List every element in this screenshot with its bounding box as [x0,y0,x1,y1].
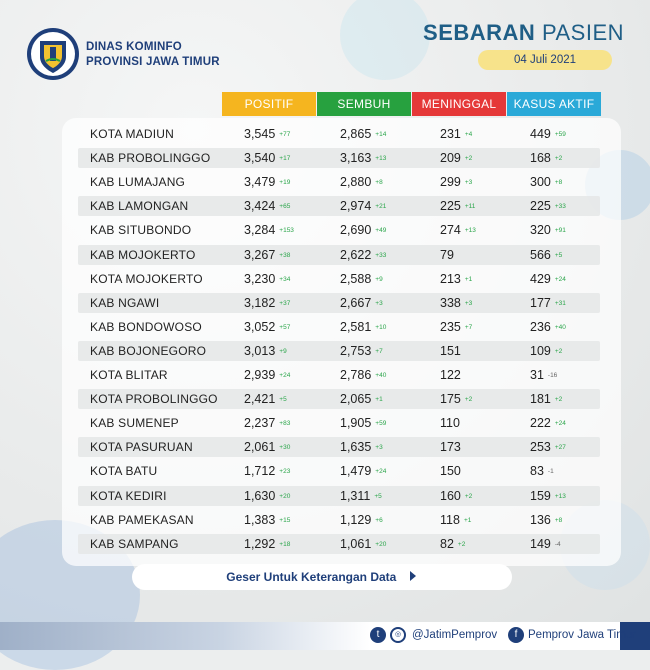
sembuh-cell [340,437,383,457]
table-row [78,172,600,192]
aktif-change: +13 [554,492,566,500]
region-name: KAB SITUBONDO [90,223,192,238]
sembuh-cell [340,413,386,433]
positif-cell [244,389,287,409]
aktif-change: +59 [554,131,566,138]
aktif-change: +2 [554,347,563,355]
meninggal-value: 118 [440,512,460,527]
table-row [78,124,600,144]
meninggal-value: 213 [440,271,461,286]
org-line-2: PROVINSI JAWA TIMUR [86,56,220,68]
meninggal-value: 235 [440,319,461,334]
meninggal-change: +3 [464,179,473,187]
sembuh-change: +7 [375,347,383,355]
table-row [78,389,600,409]
swipe-hint-text: Geser Untuk Keterangan Data [226,570,397,584]
sembuh-change: +5 [374,492,382,500]
positif-change: +30 [279,444,291,452]
sembuh-change: +20 [375,540,387,548]
aktif-cell [530,220,566,240]
meninggal-cell [440,172,472,192]
table-row [78,365,600,385]
aktif-value: 136 [530,512,551,527]
sembuh-value: 2,865 [340,127,372,141]
positif-cell [244,317,290,337]
sembuh-value: 3,163 [340,151,372,166]
chevron-right-icon [408,570,418,582]
meninggal-cell [440,220,476,240]
positif-value: 1,383 [244,512,276,527]
table-row [78,437,600,457]
region-name: KOTA PROBOLINGGO [90,392,218,407]
sembuh-cell [340,389,383,409]
column-header-positif: POSITIF [222,92,316,116]
positif-cell [244,365,290,385]
sembuh-value: 1,129 [340,512,372,527]
region-name: KOTA PASURUAN [90,440,193,455]
positif-cell [244,486,290,506]
positif-cell [244,220,294,240]
meninggal-change: +2 [464,492,473,500]
meninggal-cell [440,437,461,457]
aktif-cell [530,341,562,361]
sembuh-cell [340,365,386,385]
meninggal-value: 225 [440,199,461,214]
positif-change: +77 [279,131,291,138]
sembuh-change: +10 [375,323,387,331]
meninggal-value: 122 [440,368,461,382]
twitter-icon[interactable]: t [370,627,386,643]
meninggal-value: 150 [440,464,461,479]
meninggal-value: 82 [440,536,454,551]
table-row [78,293,600,313]
sembuh-value: 2,786 [340,368,372,382]
meninggal-change: +11 [464,203,476,211]
meninggal-cell [440,486,472,506]
sembuh-value: 2,622 [340,247,372,262]
meninggal-cell [440,341,461,361]
aktif-cell [530,148,562,168]
positif-cell [244,245,290,265]
positif-cell [244,293,290,313]
sembuh-change: +1 [375,396,383,404]
region-name: KAB NGAWI [90,295,160,310]
positif-value: 2,939 [244,368,276,382]
aktif-change: +8 [554,516,563,524]
aktif-cell [530,124,566,144]
meninggal-cell [440,196,475,216]
aktif-value: 168 [530,151,551,166]
page-title [423,20,624,46]
aktif-cell [530,196,566,216]
aktif-change: -16 [547,372,558,379]
region-name: KAB PROBOLINGGO [90,151,211,166]
positif-change: +18 [279,540,291,548]
positif-cell [244,437,290,457]
meninggal-cell [440,317,472,337]
aktif-value: 320 [530,223,551,238]
region-name: KAB LAMONGAN [90,199,189,214]
sembuh-value: 1,061 [340,536,372,551]
meninggal-change: +2 [457,540,466,548]
positif-value: 3,284 [244,223,276,238]
aktif-cell [530,437,566,457]
sembuh-cell [340,486,382,506]
sembuh-value: 2,065 [340,392,372,407]
region-name: KOTA BLITAR [90,368,168,382]
aktif-cell [530,172,562,192]
aktif-change: +27 [554,444,566,452]
aktif-change: +2 [554,155,563,163]
meninggal-value: 209 [440,151,461,166]
sembuh-cell [340,317,386,337]
aktif-value: 177 [530,295,551,310]
aktif-change: +40 [554,323,566,331]
meninggal-change: +13 [464,227,476,235]
positif-change: +19 [279,179,291,187]
meninggal-value: 160 [440,488,461,503]
aktif-cell [530,510,562,530]
positif-change: +57 [279,323,291,331]
positif-cell [244,269,290,289]
sembuh-cell [340,172,383,192]
sembuh-cell [340,534,386,554]
aktif-cell [530,534,561,554]
table-row [78,196,600,216]
meninggal-change: +1 [464,275,473,283]
aktif-value: 566 [530,247,551,262]
sembuh-cell [340,124,386,144]
sembuh-change: +6 [375,516,383,524]
sembuh-cell [340,196,386,216]
positif-value: 3,545 [244,127,276,141]
jawa-timur-logo [26,27,80,81]
positif-value: 3,479 [244,175,276,190]
positif-value: 1,712 [244,464,276,479]
table-row [78,486,600,506]
positif-cell [244,341,287,361]
positif-change: +83 [279,420,291,428]
swipe-hint[interactable] [132,564,512,590]
region-name: KOTA MOJOKERTO [90,271,203,286]
swipe-hint-label [132,564,512,590]
date-badge: 04 Juli 2021 [478,50,612,70]
region-name: KOTA BATU [90,464,158,479]
aktif-cell [530,365,557,385]
footer-decoration [0,622,370,650]
aktif-change: +2 [554,396,563,404]
meninggal-change: +2 [464,396,473,404]
table-row [78,148,600,168]
aktif-value: 31 [530,368,544,382]
aktif-cell [530,293,566,313]
positif-value: 3,267 [244,247,276,262]
aktif-cell [530,486,566,506]
region-name: KAB MOJOKERTO [90,247,196,262]
instagram-icon[interactable]: ◎ [390,627,406,643]
table-row [78,461,600,481]
positif-value: 2,237 [244,416,276,431]
aktif-cell [530,413,566,433]
aktif-cell [530,461,554,481]
title-light: PASIEN [541,20,624,45]
meninggal-cell [440,365,461,385]
positif-change: +5 [279,396,287,404]
table-row [78,510,600,530]
positif-cell [244,196,290,216]
positif-change: +20 [279,492,291,500]
positif-value: 2,061 [244,440,276,455]
positif-change: +38 [279,251,291,259]
positif-change: +34 [279,275,291,283]
sembuh-cell [340,148,386,168]
table-row [78,534,600,554]
positif-value: 3,013 [244,343,276,358]
meninggal-cell [440,148,472,168]
sembuh-value: 2,974 [340,199,372,214]
positif-cell [244,124,290,144]
positif-change: +24 [279,372,291,379]
sembuh-cell [340,245,386,265]
sembuh-cell [340,293,383,313]
sembuh-value: 2,588 [340,271,372,286]
meninggal-value: 274 [440,223,461,238]
meninggal-value: 231 [440,127,461,141]
column-header-kasus-aktif: KASUS AKTIF [507,92,601,116]
positif-change: +37 [279,299,291,307]
sembuh-change: +24 [375,468,387,476]
aktif-value: 83 [530,464,544,479]
sembuh-change: +9 [375,275,383,283]
positif-value: 3,540 [244,151,276,166]
social-handle[interactable]: @JatimPemprov [412,629,498,641]
positif-cell [244,534,290,554]
aktif-value: 109 [530,343,551,358]
aktif-change: +91 [554,227,566,235]
org-line-1: DINAS KOMINFO [86,41,182,53]
sembuh-change: +40 [375,372,387,379]
sembuh-value: 2,880 [340,175,372,190]
sembuh-value: 1,635 [340,440,372,455]
meninggal-value: 151 [440,343,461,358]
column-header-sembuh: SEMBUH [317,92,411,116]
meninggal-cell [440,245,454,265]
facebook-label[interactable]: Pemprov Jawa Timur [528,629,637,641]
aktif-value: 222 [530,416,551,431]
positif-cell [244,413,290,433]
title-bold: SEBARAN [423,20,536,45]
sembuh-change: +33 [375,251,387,259]
aktif-change: +5 [554,251,563,259]
aktif-change: +31 [554,299,566,307]
meninggal-value: 175 [440,392,461,407]
sembuh-change: +59 [375,420,387,428]
table-row [78,220,600,240]
meninggal-cell [440,124,472,144]
positif-value: 2,421 [244,392,276,407]
sembuh-cell [340,220,386,240]
positif-change: +23 [279,468,291,476]
meninggal-cell [440,269,472,289]
organization-name [86,40,220,70]
sembuh-value: 1,311 [340,488,371,503]
positif-cell [244,461,290,481]
aktif-cell [530,245,562,265]
region-name: KAB SAMPANG [90,536,179,551]
sembuh-change: +21 [375,203,387,211]
sembuh-value: 2,667 [340,295,372,310]
aktif-change: +24 [554,275,566,283]
positif-cell [244,172,290,192]
aktif-value: 253 [530,440,551,455]
region-name: KOTA KEDIRI [90,488,167,503]
header [0,0,650,90]
aktif-value: 149 [530,536,551,551]
aktif-cell [530,389,562,409]
meninggal-change: +4 [464,131,473,138]
sembuh-change: +14 [375,131,387,138]
aktif-value: 181 [530,392,551,407]
aktif-change: +24 [554,420,566,428]
sembuh-cell [340,341,383,361]
sembuh-value: 2,753 [340,343,372,358]
sembuh-value: 1,905 [340,416,372,431]
positif-cell [244,148,290,168]
facebook-icon[interactable]: f [508,627,524,643]
positif-value: 1,292 [244,536,276,551]
positif-value: 1,630 [244,488,276,503]
region-name: KAB BOJONEGORO [90,343,207,358]
aktif-cell [530,317,566,337]
sembuh-cell [340,461,386,481]
table-row [78,269,600,289]
positif-change: +9 [279,347,287,355]
positif-change: +65 [279,203,291,211]
region-name: KAB SUMENEP [90,416,179,431]
aktif-change: -1 [547,468,554,476]
meninggal-cell [440,413,460,433]
positif-value: 3,052 [244,319,276,334]
sembuh-change: +49 [375,227,387,235]
region-name: KOTA MADIUN [90,127,174,141]
aktif-value: 449 [530,127,551,141]
table-row [78,413,600,433]
sembuh-change: +3 [375,299,383,307]
aktif-value: 225 [530,199,551,214]
sembuh-value: 1,479 [340,464,372,479]
meninggal-value: 79 [440,247,454,262]
aktif-value: 159 [530,488,551,503]
positif-value: 3,230 [244,271,276,286]
meninggal-change: +2 [464,155,473,163]
positif-change: +153 [279,227,294,235]
positif-cell [244,510,290,530]
aktif-change: -4 [554,540,561,548]
meninggal-cell [440,293,472,313]
meninggal-value: 110 [440,416,460,431]
region-name: KAB BONDOWOSO [90,319,202,334]
aktif-value: 429 [530,271,551,286]
meninggal-value: 338 [440,295,461,310]
sembuh-change: +8 [375,179,383,187]
aktif-change: +33 [554,203,566,211]
positif-change: +17 [279,155,291,163]
table-row [78,317,600,337]
region-name: KAB LUMAJANG [90,175,186,190]
meninggal-change: +7 [464,323,473,331]
table-row [78,341,600,361]
table-row [78,245,600,265]
meninggal-value: 299 [440,175,461,190]
aktif-value: 300 [530,175,551,190]
sembuh-change: +13 [375,155,387,163]
aktif-cell [530,269,566,289]
meninggal-change: +3 [464,299,473,307]
aktif-value: 236 [530,319,551,334]
meninggal-cell [440,461,461,481]
positif-change: +15 [279,516,291,524]
column-header-meninggal: MENINGGAL [412,92,506,116]
meninggal-change: +1 [463,516,472,524]
sembuh-value: 2,690 [340,223,372,238]
positif-value: 3,182 [244,295,276,310]
aktif-change: +8 [554,179,563,187]
sembuh-change: +3 [375,444,383,452]
sembuh-cell [340,510,383,530]
sembuh-value: 2,581 [340,319,372,334]
region-name: KAB PAMEKASAN [90,512,194,527]
meninggal-cell [440,389,472,409]
sembuh-cell [340,269,383,289]
meninggal-value: 173 [440,440,461,455]
meninggal-cell [440,510,471,530]
meninggal-cell [440,534,465,554]
positif-value: 3,424 [244,199,276,214]
